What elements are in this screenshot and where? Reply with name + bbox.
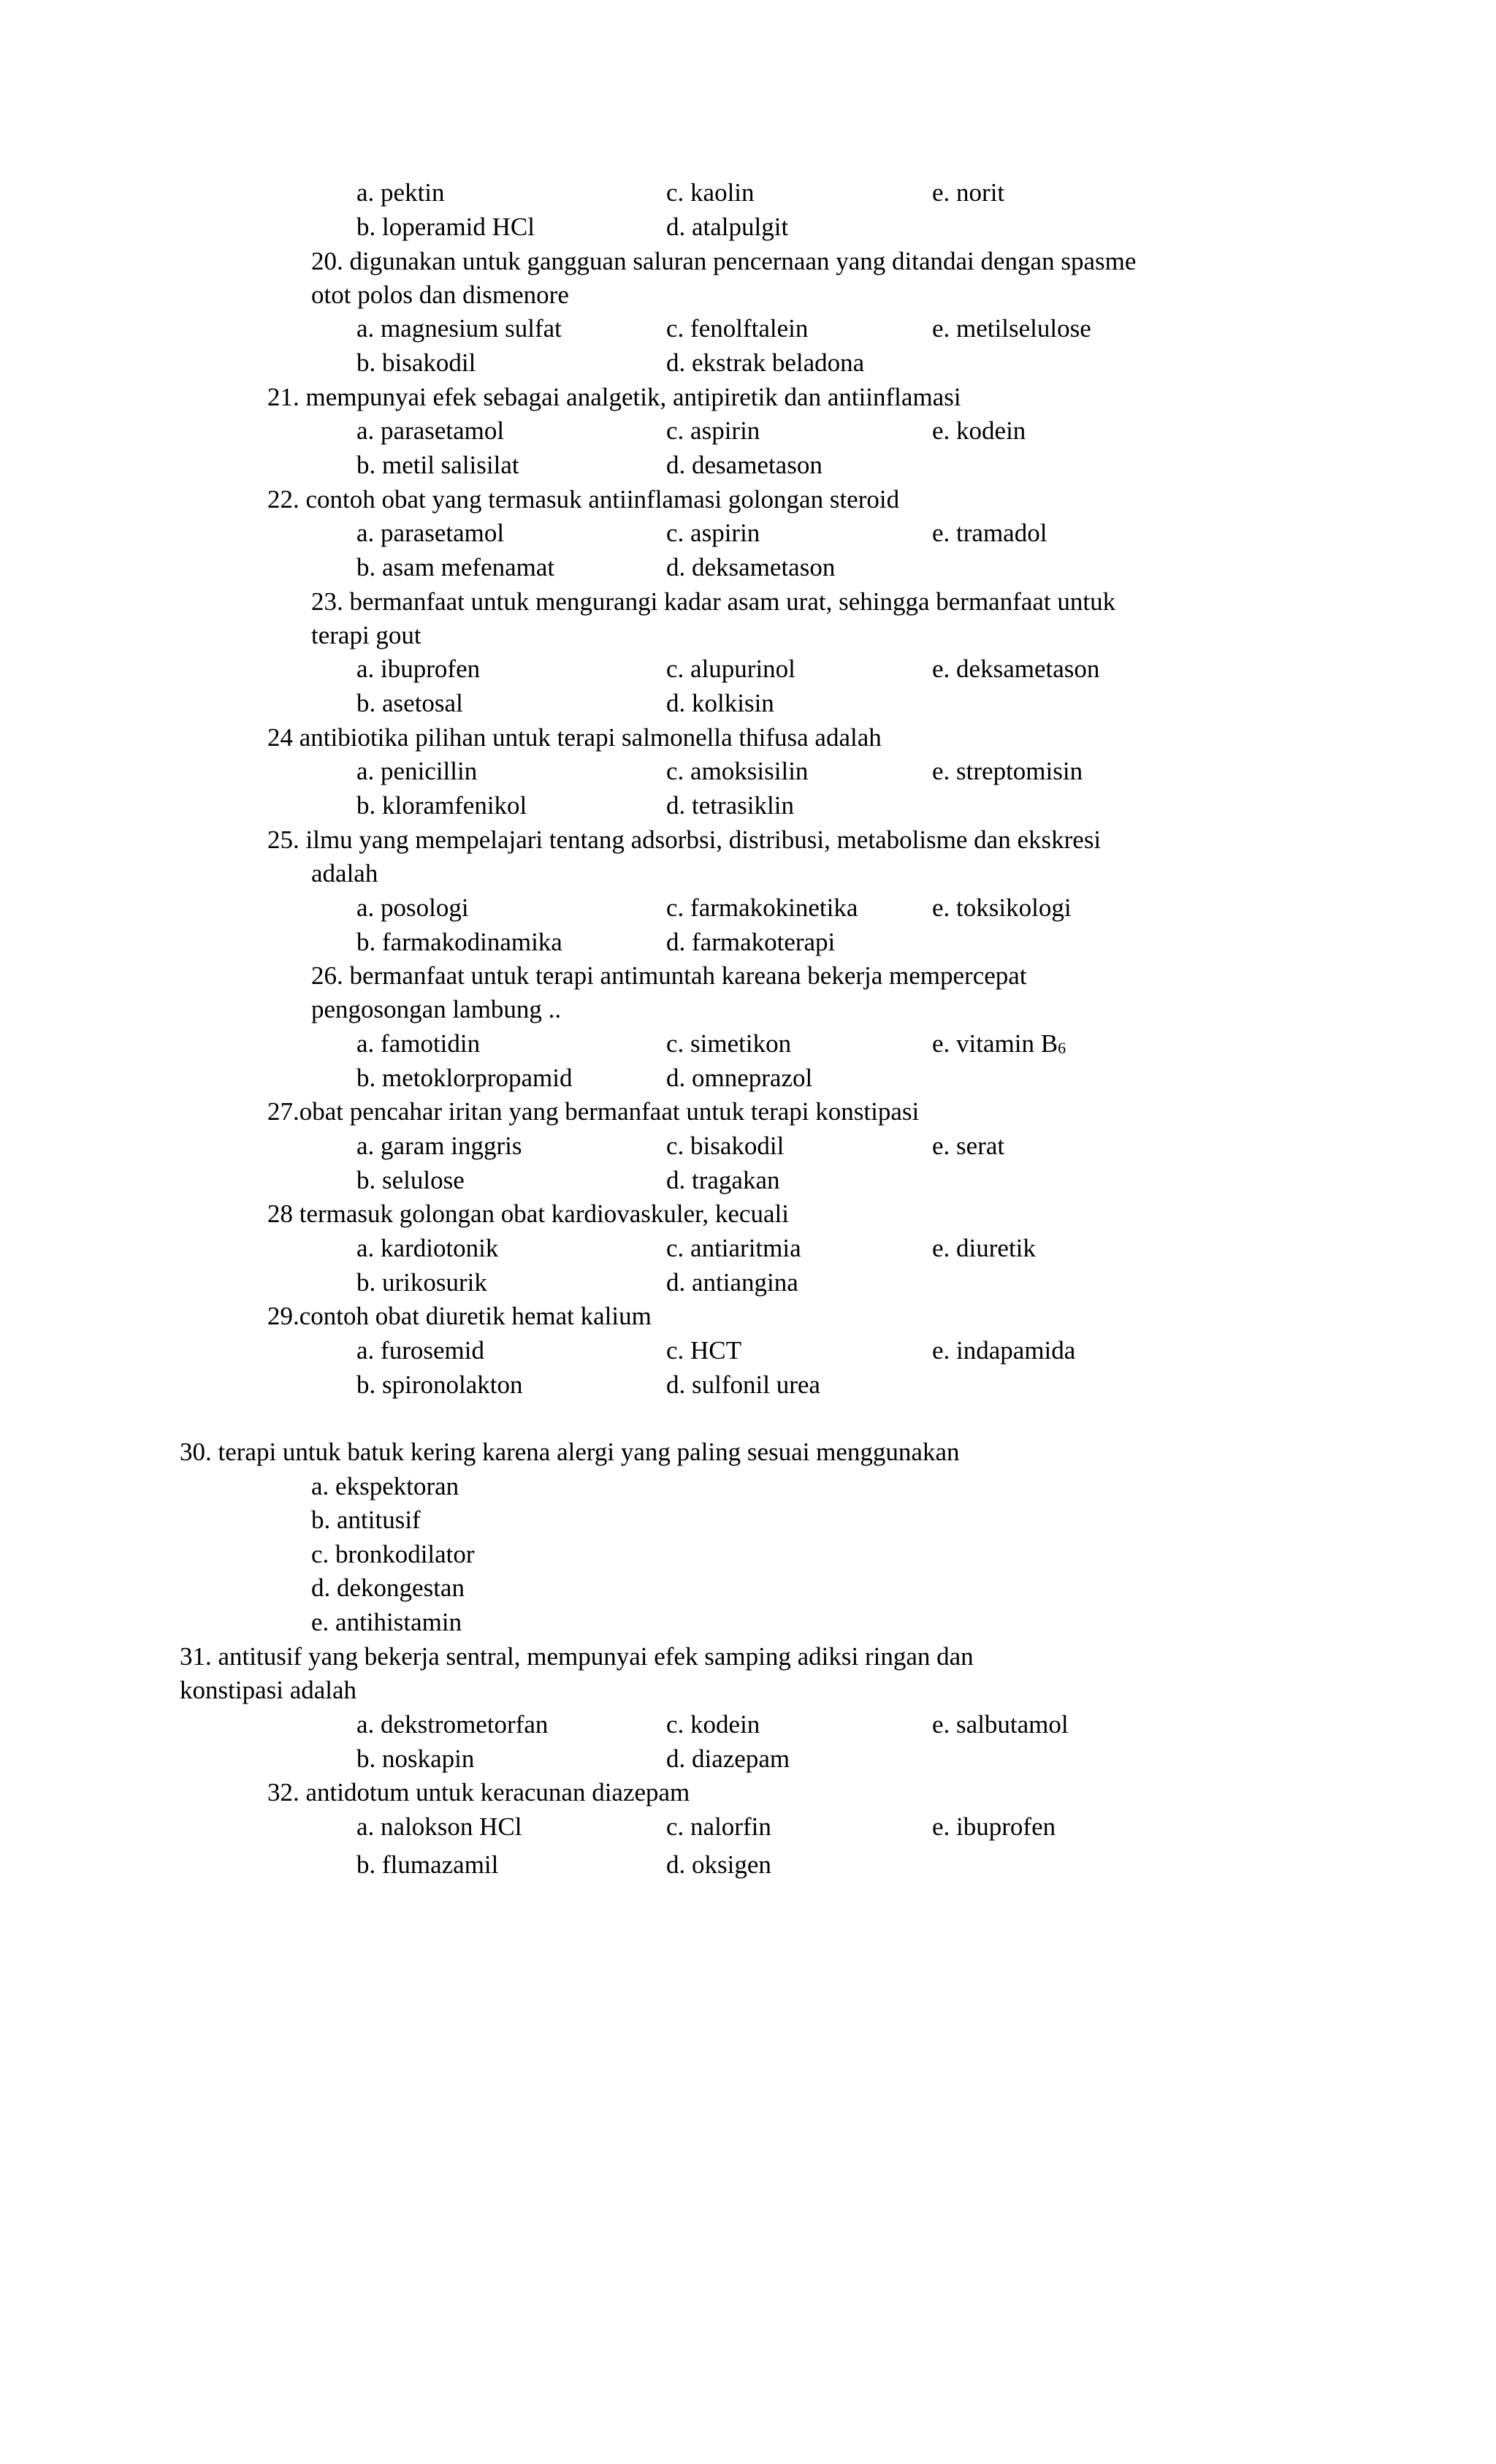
q21-option-e: e. kodein bbox=[932, 416, 1026, 445]
q25-question-cont: adalah bbox=[311, 859, 378, 888]
q22-option-e: e. tramadol bbox=[932, 519, 1047, 547]
q25-option-e: e. toksikologi bbox=[932, 893, 1072, 922]
q26-question-cont: pengosongan lambung .. bbox=[311, 995, 562, 1023]
q29-option-e: e. indapamida bbox=[932, 1336, 1076, 1365]
q19-option-e: e. norit bbox=[932, 178, 1005, 207]
q30-option-b: b. antitusif bbox=[311, 1506, 421, 1534]
q24-option-d: d. tetrasiklin bbox=[666, 791, 794, 820]
q22-option-c: c. aspirin bbox=[666, 519, 760, 547]
q30-option-d: d. dekongestan bbox=[311, 1574, 465, 1602]
q19-option-b: b. loperamid HCl bbox=[356, 213, 535, 241]
q26-option-a: a. famotidin bbox=[356, 1029, 481, 1058]
q31-option-a: a. dekstrometorfan bbox=[356, 1710, 549, 1739]
q19-option-c: c. kaolin bbox=[666, 178, 755, 207]
q19-option-d: d. atalpulgit bbox=[666, 213, 789, 241]
q27-option-a: a. garam inggris bbox=[356, 1132, 522, 1160]
q24-question: 24 antibiotika pilihan untuk terapi salmonella thifusa adalah bbox=[267, 723, 882, 752]
q32-question: 32. antidotum untuk keracunan diazepam bbox=[267, 1778, 690, 1807]
q20-option-a: a. magnesium sulfat bbox=[356, 314, 562, 343]
q26-option-d: d. omneprazol bbox=[666, 1064, 813, 1092]
q25-option-a: a. posologi bbox=[356, 893, 469, 922]
q25-option-b: b. farmakodinamika bbox=[356, 928, 562, 956]
q25-question: 25. ilmu yang mempelajari tentang adsorbsi, distribusi, metabolisme dan ekskresi bbox=[267, 825, 1102, 854]
q20-option-d: d. ekstrak beladona bbox=[666, 348, 865, 377]
q29-option-b: b. spironolakton bbox=[356, 1370, 523, 1399]
q24-option-a: a. penicillin bbox=[356, 757, 478, 785]
q32-option-e: e. ibuprofen bbox=[932, 1812, 1056, 1841]
q29-option-c: c. HCT bbox=[666, 1336, 742, 1365]
q21-option-b: b. metil salisilat bbox=[356, 451, 519, 479]
q26-option-e-subscript: 6 bbox=[1058, 1039, 1066, 1057]
q23-option-e: e. deksametason bbox=[932, 655, 1100, 683]
q21-option-d: d. desametason bbox=[666, 451, 823, 479]
q26-option-e-text: e. vitamin B bbox=[932, 1029, 1058, 1058]
q28-option-c: c. antiaritmia bbox=[666, 1234, 801, 1262]
q23-option-b: b. asetosal bbox=[356, 689, 463, 717]
q31-question-cont: konstipasi adalah bbox=[180, 1676, 357, 1704]
q28-option-a: a. kardiotonik bbox=[356, 1234, 499, 1262]
q21-option-a: a. parasetamol bbox=[356, 416, 505, 445]
q22-question: 22. contoh obat yang termasuk antiinflamasi golongan steroid bbox=[267, 485, 900, 514]
q22-option-a: a. parasetamol bbox=[356, 519, 505, 547]
q27-option-d: d. tragakan bbox=[666, 1166, 780, 1194]
q21-question: 21. mempunyai efek sebagai analgetik, antipiretik dan antiinflamasi bbox=[267, 383, 961, 411]
q27-question: 27.obat pencahar iritan yang bermanfaat untuk terapi konstipasi bbox=[267, 1097, 920, 1126]
q29-option-a: a. furosemid bbox=[356, 1336, 484, 1365]
q26-option-b: b. metoklorpropamid bbox=[356, 1064, 573, 1092]
q23-option-c: c. alupurinol bbox=[666, 655, 795, 683]
q23-question: 23. bermanfaat untuk mengurangi kadar asam urat, sehingga bermanfaat untuk bbox=[311, 587, 1116, 616]
q24-option-b: b. kloramfenikol bbox=[356, 791, 527, 820]
q26-question: 26. bermanfaat untuk terapi antimuntah kareana bekerja mempercepat bbox=[311, 961, 1027, 990]
q23-option-d: d. kolkisin bbox=[666, 689, 774, 717]
q30-option-c: c. bronkodilator bbox=[311, 1540, 475, 1568]
q23-question-cont: terapi gout bbox=[311, 621, 421, 649]
q28-option-b: b. urikosurik bbox=[356, 1268, 487, 1297]
q20-option-b: b. bisakodil bbox=[356, 348, 476, 377]
q28-question: 28 termasuk golongan obat kardiovaskuler, kecuali bbox=[267, 1199, 789, 1228]
q28-option-d: d. antiangina bbox=[666, 1268, 798, 1297]
q24-option-c: c. amoksisilin bbox=[666, 757, 809, 785]
q22-option-b: b. asam mefenamat bbox=[356, 553, 555, 581]
q32-option-d: d. oksigen bbox=[666, 1850, 771, 1879]
q26-option-e bbox=[932, 1031, 1066, 1056]
q27-option-e: e. serat bbox=[932, 1132, 1005, 1160]
q31-option-e: e. salbutamol bbox=[932, 1710, 1069, 1739]
q19-option-a: a. pektin bbox=[356, 178, 445, 207]
q27-option-c: c. bisakodil bbox=[666, 1132, 785, 1160]
q20-option-c: c. fenolftalein bbox=[666, 314, 809, 343]
q29-option-d: d. sulfonil urea bbox=[666, 1370, 820, 1399]
q28-option-e: e. diuretik bbox=[932, 1234, 1036, 1262]
q30-question: 30. terapi untuk batuk kering karena alergi yang paling sesuai menggunakan bbox=[180, 1438, 960, 1466]
q27-option-b: b. selulose bbox=[356, 1166, 465, 1194]
q25-option-d: d. farmakoterapi bbox=[666, 928, 836, 956]
q31-question: 31. antitusif yang bekerja sentral, mempunyai efek samping adiksi ringan dan bbox=[180, 1642, 974, 1671]
q20-question-cont: otot polos dan dismenore bbox=[311, 281, 569, 309]
q31-option-d: d. diazepam bbox=[666, 1744, 790, 1773]
q26-option-c: c. simetikon bbox=[666, 1029, 792, 1058]
q23-option-a: a. ibuprofen bbox=[356, 655, 481, 683]
q32-option-b: b. flumazamil bbox=[356, 1850, 499, 1879]
q30-option-e: e. antihistamin bbox=[311, 1608, 462, 1636]
q25-option-c: c. farmakokinetika bbox=[666, 893, 858, 922]
q20-question: 20. digunakan untuk gangguan saluran pencernaan yang ditandai dengan spasme bbox=[311, 247, 1137, 275]
q30-option-a: a. ekspektoran bbox=[311, 1472, 459, 1500]
q22-option-d: d. deksametason bbox=[666, 553, 836, 581]
q29-question: 29.contoh obat diuretik hemat kalium bbox=[267, 1302, 652, 1330]
q20-option-e: e. metilselulose bbox=[932, 314, 1091, 343]
q32-option-a: a. nalokson HCl bbox=[356, 1812, 522, 1841]
q31-option-b: b. noskapin bbox=[356, 1744, 475, 1773]
q21-option-c: c. aspirin bbox=[666, 416, 760, 445]
q32-option-c: c. nalorfin bbox=[666, 1812, 771, 1841]
q31-option-c: c. kodein bbox=[666, 1710, 760, 1739]
q24-option-e: e. streptomisin bbox=[932, 757, 1083, 785]
